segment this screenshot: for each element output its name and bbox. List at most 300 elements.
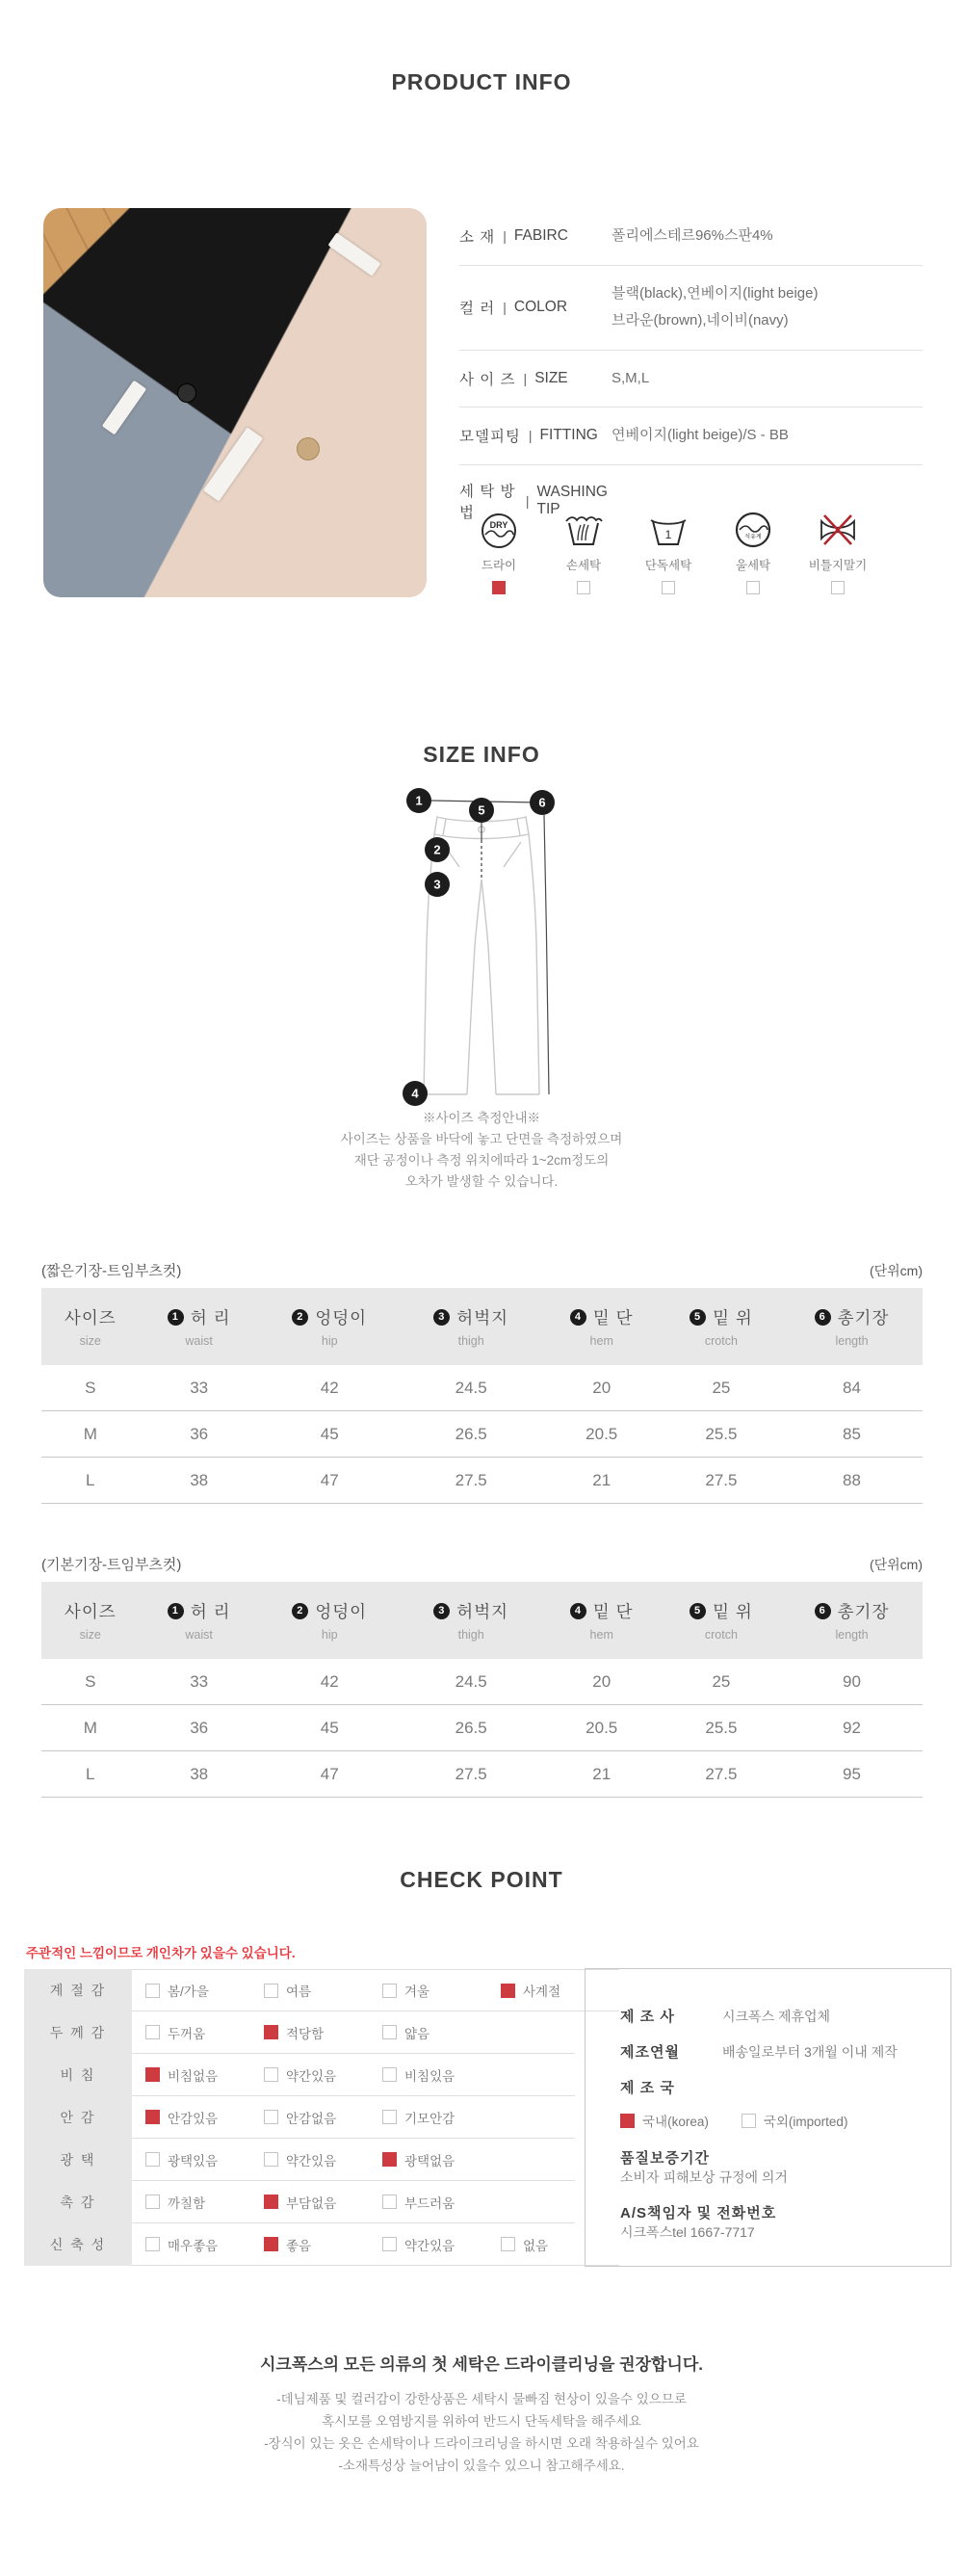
column-number-badge: 5: [690, 1603, 706, 1619]
size-cell: 20.5: [542, 1411, 662, 1458]
size-row: [41, 1705, 923, 1751]
option-checkbox: [145, 1984, 160, 1998]
svg-text:석유계: 석유계: [744, 535, 762, 540]
option-checkbox: [620, 2114, 635, 2128]
photo-care-tag: [327, 233, 380, 276]
svg-text:DRY: DRY: [489, 520, 508, 530]
svg-text:3: 3: [433, 877, 441, 892]
maker-label: 제 조 국: [620, 2080, 675, 2096]
size-col-header: [542, 1582, 662, 1659]
spec-label-ko: 세 탁 방 법: [459, 483, 516, 521]
checklist-option: [264, 1981, 382, 2000]
size-cell: 42: [259, 1365, 401, 1411]
checklist-category: 신 축 성: [24, 2223, 132, 2266]
size-col-header: [259, 1288, 401, 1365]
column-number-badge: 6: [815, 1309, 831, 1326]
option-checkbox: [145, 2152, 160, 2167]
option-label: 국외(imported): [763, 2115, 848, 2129]
svg-text:1: 1: [664, 528, 672, 541]
size-info-title: SIZE INFO: [423, 742, 540, 767]
size-measure-note: [0, 1108, 963, 1193]
product-photo: [43, 208, 427, 597]
size-cell: L: [41, 1458, 140, 1504]
checklist-option: [264, 2108, 382, 2127]
size-cell: 27.5: [401, 1751, 542, 1798]
checklist-option: [382, 2065, 501, 2085]
size-cell: 25: [662, 1659, 781, 1705]
svg-text:1: 1: [415, 793, 423, 808]
size-row: [41, 1458, 923, 1504]
spec-value-line: 브라운(brown),네이비(navy): [612, 312, 789, 329]
option-label: 매우좋음: [168, 2238, 219, 2253]
option-checkbox: [264, 2152, 278, 2167]
spec-label: [459, 368, 612, 389]
spec-value: S,M,L: [612, 369, 650, 386]
footer-line: -소재특성상 늘어남이 있을수 있으니 참고해주세요.: [338, 2458, 625, 2473]
size-row: [41, 1659, 923, 1705]
checklist-option: [145, 2150, 264, 2169]
size-col-en: size: [79, 1628, 101, 1642]
size-col-ko: 사이즈: [64, 1308, 117, 1327]
checklist-option: [264, 2193, 382, 2212]
checklist-row: [24, 2054, 575, 2096]
maker-label: 제조연월: [620, 2044, 680, 2061]
checklist-category: 비 침: [24, 2054, 132, 2096]
checklist-option: [145, 2065, 264, 2085]
option-label: 비침없음: [168, 2068, 219, 2084]
option-label: 안감있음: [168, 2111, 219, 2126]
size-col-name: [662, 1599, 781, 1623]
option-checkbox: [382, 2152, 397, 2167]
size-col-header: [662, 1288, 781, 1365]
size-col-en: waist: [185, 1334, 213, 1348]
checklist-option: [145, 2235, 264, 2254]
size-cell: 85: [781, 1411, 923, 1458]
option-label: 얇음: [404, 2026, 430, 2041]
option-checkbox: [382, 2067, 397, 2082]
svg-text:4: 4: [411, 1086, 419, 1101]
maker-value: 소비자 피해보상 규정에 의거: [620, 2169, 788, 2185]
checklist-category: 계 절 감: [24, 1969, 132, 2011]
size-note-line: 사이즈는 상품을 바닥에 놓고 단면을 측정하였으며: [340, 1132, 623, 1146]
size-col-ko: 엉덩이: [315, 1308, 368, 1327]
subjective-note: 주관적인 느낌이므로 개인차가 있을수 있습니다.: [26, 1946, 296, 1960]
pants-measurement-diagram: [334, 782, 629, 1110]
washing-label: 단독세탁: [644, 559, 692, 572]
option-label: 기모안감: [404, 2111, 455, 2126]
size-row: [41, 1411, 923, 1458]
spec-label-ko: 사 이 즈: [459, 371, 516, 388]
option-label: 광택있음: [168, 2153, 219, 2169]
spec-label: [459, 297, 612, 318]
size-cell: M: [41, 1411, 140, 1458]
checklist-options: [132, 2011, 575, 2054]
column-number-badge: 3: [433, 1603, 450, 1619]
option-checkbox: [264, 1984, 278, 1998]
spec-value: 연베이지(light beige)/S - BB: [612, 427, 789, 443]
checklist-row: [24, 1969, 575, 2011]
option-label: 광택없음: [404, 2153, 455, 2169]
size-col-header: [662, 1582, 781, 1659]
size-col-ko: 사이즈: [64, 1602, 117, 1621]
spec-table: [459, 208, 923, 537]
checklist-row: [24, 2011, 575, 2054]
product-info-title: PRODUCT INFO: [391, 69, 572, 94]
size-table: [41, 1288, 923, 1504]
size-cell: 95: [781, 1751, 923, 1798]
option-label: 봄/가을: [168, 1985, 209, 1999]
column-number-badge: 1: [168, 1309, 184, 1326]
washing-label: 손세탁: [565, 559, 602, 572]
size-cell: L: [41, 1751, 140, 1798]
size-header-row: [41, 1582, 923, 1659]
size-col-name: [401, 1599, 542, 1623]
option-checkbox: [264, 2025, 278, 2039]
size-col-name: [781, 1305, 923, 1329]
size-table-basic: [41, 1555, 923, 1798]
size-cell: 26.5: [401, 1705, 542, 1751]
checklist-option: [264, 2065, 382, 2085]
spec-value-line: 블랙(black),연베이지(light beige): [612, 284, 819, 302]
maker-label: 품질보증기간: [620, 2150, 710, 2167]
size-cell: S: [41, 1365, 140, 1411]
size-col-ko: 허벅지: [456, 1602, 509, 1621]
size-col-header: [41, 1288, 140, 1365]
size-cell: 36: [140, 1411, 259, 1458]
washing-item: [715, 509, 792, 594]
checklist-options: [132, 1969, 619, 2011]
spec-label-ko: 컬 러: [459, 301, 496, 317]
size-cell: 38: [140, 1751, 259, 1798]
column-number-badge: 4: [570, 1309, 586, 1326]
country-options: [620, 2111, 931, 2130]
column-number-badge: 2: [292, 1603, 308, 1619]
size-col-header: [41, 1582, 140, 1659]
checklist-row: [24, 2181, 575, 2223]
washing-label: 드라이: [481, 559, 517, 572]
checklist-row: [24, 2139, 575, 2181]
option-checkbox: [145, 2067, 160, 2082]
spec-label-pipe: |: [525, 492, 530, 509]
checklist-option: [264, 2023, 382, 2042]
footer-line: -장식이 있는 옷은 손세탁이나 드라이크리닝을 하시면 오래 착용하실수 있어요: [264, 2436, 699, 2451]
checklist-option: [382, 2193, 501, 2212]
option-label: 사계절: [523, 1985, 561, 1999]
spec-label-ko: 모델피팅: [459, 429, 521, 446]
checklist-category: 두 께 감: [24, 2011, 132, 2054]
size-col-header: [781, 1288, 923, 1365]
washing-checkbox: [577, 581, 590, 594]
size-col-ko: 밑 위: [713, 1308, 753, 1327]
dry-clean-icon: [479, 509, 519, 551]
maker-row: [620, 2147, 931, 2168]
washing-checkbox: [831, 581, 845, 594]
size-cell: 33: [140, 1659, 259, 1705]
washing-item: [460, 509, 537, 594]
svg-text:2: 2: [433, 842, 441, 857]
size-col-en: length: [835, 1334, 869, 1348]
maker-row: [620, 2202, 931, 2222]
size-cell: 24.5: [401, 1365, 542, 1411]
option-label: 여름: [286, 1985, 312, 1999]
size-cell: 25: [662, 1365, 781, 1411]
option-label: 부드러움: [404, 2195, 455, 2211]
size-col-name: [542, 1599, 662, 1623]
column-number-badge: 5: [690, 1309, 706, 1326]
footer-title: 시크폭스의 모든 의류의 첫 세탁은 드라이클리닝을 권장합니다.: [259, 2355, 704, 2374]
checklist-options: [132, 2054, 575, 2096]
size-col-en: thigh: [457, 1628, 484, 1642]
option-label: 약간있음: [404, 2238, 455, 2253]
size-col-header: [401, 1288, 542, 1365]
checklist-category: 광 택: [24, 2139, 132, 2181]
check-point-title: CHECK POINT: [400, 1867, 563, 1892]
size-cell: M: [41, 1705, 140, 1751]
column-number-badge: 4: [570, 1603, 586, 1619]
size-col-header: [140, 1582, 259, 1659]
measure-badges: [403, 788, 555, 1106]
size-col-en: hem: [589, 1628, 613, 1642]
size-col-ko: 허벅지: [456, 1308, 509, 1327]
size-col-ko: 밑 단: [592, 1308, 634, 1327]
size-col-name: [41, 1305, 140, 1329]
option-checkbox: [382, 2237, 397, 2251]
size-col-ko: 허 리: [190, 1602, 231, 1621]
checklist-category: 촉 감: [24, 2181, 132, 2223]
size-col-ko: 총기장: [837, 1308, 890, 1327]
checklist-options: [132, 2139, 575, 2181]
spec-label-pipe: |: [503, 228, 507, 245]
spec-label: [459, 425, 612, 446]
size-cell: 27.5: [662, 1458, 781, 1504]
checklist-option: [264, 2150, 382, 2169]
size-col-name: [259, 1305, 401, 1329]
option-checkbox: [382, 2110, 397, 2124]
option-checkbox: [742, 2114, 756, 2128]
washing-item: [799, 509, 876, 594]
size-cell: 36: [140, 1705, 259, 1751]
size-cell: 21: [542, 1751, 662, 1798]
size-cell: 45: [259, 1411, 401, 1458]
photo-pants-button: [297, 437, 320, 460]
size-table-caption: (짧은기장-트임부츠컷): [41, 1263, 182, 1279]
size-cell: 25.5: [662, 1411, 781, 1458]
size-note-line: 재단 공정이나 측정 위치에따라 1~2cm정도의: [353, 1153, 610, 1168]
size-cell: 88: [781, 1458, 923, 1504]
spec-label-en: SIZE: [534, 369, 568, 386]
care-footer: [0, 2351, 963, 2477]
photo-pants-button: [177, 383, 196, 403]
size-col-header: [140, 1288, 259, 1365]
size-table-caption: (기본기장-트임부츠컷): [41, 1557, 182, 1573]
option-checkbox: [264, 2237, 278, 2251]
option-checkbox: [145, 2110, 160, 2124]
checklist-row: [24, 2223, 575, 2266]
size-table-short: [41, 1261, 923, 1504]
spec-row-size: [459, 351, 923, 408]
size-note-line: 오차가 발생할 수 있습니다.: [404, 1174, 559, 1189]
size-col-en: crotch: [704, 1334, 738, 1348]
spec-label-en: FABIRC: [513, 227, 568, 245]
washing-item: [545, 509, 622, 594]
spec-label-en: FITTING: [539, 427, 598, 444]
size-header-row: [41, 1288, 923, 1365]
svg-text:5: 5: [478, 802, 485, 818]
washing-checkbox: [662, 581, 675, 594]
wool-wash-icon: [732, 509, 774, 551]
photo-care-tag: [101, 380, 145, 434]
size-col-en: length: [835, 1628, 869, 1642]
unit-label: (단위cm): [869, 1263, 923, 1278]
option-label: 겨울: [404, 1985, 430, 1999]
maker-label: 제 조 사: [620, 2009, 675, 2025]
size-cell: 45: [259, 1705, 401, 1751]
checklist-option: [382, 1981, 501, 2000]
size-col-name: [259, 1599, 401, 1623]
maker-row: [620, 2077, 931, 2097]
size-cell: 20: [542, 1659, 662, 1705]
option-checkbox: [264, 2067, 278, 2082]
size-col-ko: 밑 위: [713, 1602, 753, 1621]
washing-tips: [460, 509, 876, 594]
washing-checkbox: [746, 581, 760, 594]
maker-value: 배송일로부터 3개월 이내 제작: [722, 2044, 898, 2060]
spec-label: [459, 225, 612, 247]
checklist-row: [24, 2096, 575, 2139]
maker-label: A/S책임자 및 전화번호: [620, 2205, 777, 2221]
size-cell: 25.5: [662, 1705, 781, 1751]
hand-wash-icon: [562, 509, 605, 551]
option-label: 비침있음: [404, 2068, 455, 2084]
option-checkbox: [145, 2237, 160, 2251]
size-col-name: [140, 1599, 259, 1623]
size-col-ko: 엉덩이: [315, 1602, 368, 1621]
option-checkbox: [264, 2110, 278, 2124]
size-col-ko: 밑 단: [592, 1602, 634, 1621]
size-col-en: size: [79, 1334, 101, 1348]
maker-value: 시크폭스 제휴업체: [722, 2009, 831, 2024]
footer-line: -데님제품 및 컬러감이 강한상품은 세탁시 물빠짐 현상이 있을수 있으므로: [276, 2392, 687, 2406]
option-checkbox: [501, 1984, 515, 1998]
size-col-name: [140, 1305, 259, 1329]
footer-line: 혹시모를 오염방지를 위하여 반드시 단독세탁을 해주세요: [322, 2414, 641, 2429]
option-checkbox: [145, 2195, 160, 2209]
size-col-name: [781, 1599, 923, 1623]
checklist-option: [145, 2108, 264, 2127]
option-checkbox: [382, 1984, 397, 1998]
size-col-ko: 총기장: [837, 1602, 890, 1621]
option-label: 약간있음: [286, 2153, 337, 2169]
checklist-option: [382, 2023, 501, 2042]
size-col-header: [401, 1582, 542, 1659]
unit-label: (단위cm): [869, 1557, 923, 1572]
size-col-en: thigh: [457, 1334, 484, 1348]
size-col-en: hip: [321, 1628, 338, 1642]
checklist-option: [264, 2235, 382, 2254]
checklist-options: [132, 2181, 575, 2223]
column-number-badge: 6: [815, 1603, 831, 1619]
column-number-badge: 3: [433, 1309, 450, 1326]
size-cell: 38: [140, 1458, 259, 1504]
check-list: [24, 1969, 575, 2266]
option-checkbox: [264, 2195, 278, 2209]
spec-label-en: COLOR: [513, 299, 568, 315]
spec-label-en: WASHING TIP: [536, 483, 608, 517]
no-wring-icon: [817, 509, 859, 551]
size-col-header: [542, 1288, 662, 1365]
size-cell: 24.5: [401, 1659, 542, 1705]
size-cell: 33: [140, 1365, 259, 1411]
column-number-badge: 2: [292, 1309, 308, 1326]
size-col-en: waist: [185, 1628, 213, 1642]
spec-label-pipe: |: [523, 370, 528, 386]
option-label: 부담없음: [286, 2195, 337, 2211]
size-col-en: hem: [589, 1334, 613, 1348]
spec-label-ko: 소 재: [459, 229, 496, 247]
option-label: 국내(korea): [642, 2115, 709, 2129]
size-table: [41, 1582, 923, 1798]
option-checkbox: [145, 2025, 160, 2039]
size-cell: 21: [542, 1458, 662, 1504]
size-col-en: crotch: [704, 1628, 738, 1642]
size-row: [41, 1751, 923, 1798]
option-checkbox: [382, 2025, 397, 2039]
checklist-options: [132, 2096, 575, 2139]
maker-row: [620, 2006, 931, 2026]
spec-value: [612, 280, 819, 335]
svg-text:6: 6: [538, 795, 546, 810]
column-number-badge: 1: [168, 1603, 184, 1619]
option-checkbox: [382, 2195, 397, 2209]
size-cell: 84: [781, 1365, 923, 1411]
option-label: 적당함: [286, 2026, 325, 2041]
size-col-name: [662, 1305, 781, 1329]
size-cell: 90: [781, 1659, 923, 1705]
photo-care-tag: [203, 428, 263, 502]
option-label: 안감없음: [286, 2111, 337, 2126]
size-cell: 27.5: [401, 1458, 542, 1504]
spec-value: 폴리에스테르96%스판4%: [612, 227, 773, 244]
washing-item: [630, 509, 707, 594]
spec-row-color: [459, 266, 923, 351]
size-col-name: [542, 1305, 662, 1329]
spec-label-pipe: |: [503, 300, 507, 315]
option-label: 두꺼움: [168, 2026, 206, 2041]
size-col-header: [781, 1582, 923, 1659]
footer-lines: [0, 2388, 963, 2477]
size-cell: 20.5: [542, 1705, 662, 1751]
checklist-option: [382, 2150, 501, 2169]
option-label: 약간있음: [286, 2068, 337, 2084]
separate-wash-icon: [647, 509, 690, 551]
washing-checkbox: [492, 581, 506, 594]
checklist-category: 안 감: [24, 2096, 132, 2139]
size-cell: 27.5: [662, 1751, 781, 1798]
checklist-option: [145, 2023, 264, 2042]
option-label: 좋음: [286, 2238, 312, 2253]
size-col-name: [41, 1599, 140, 1623]
spec-row-fabric: [459, 208, 923, 266]
size-cell: S: [41, 1659, 140, 1705]
washing-label: 비틀지말기: [808, 559, 868, 572]
size-col-header: [259, 1582, 401, 1659]
checklist-option: [145, 2193, 264, 2212]
checklist-option: [145, 1981, 264, 2000]
checklist-options: [132, 2223, 619, 2266]
size-row: [41, 1365, 923, 1411]
option-label: 까칠함: [168, 2195, 206, 2211]
maker-value: 시크폭스tel 1667-7717: [620, 2224, 755, 2240]
